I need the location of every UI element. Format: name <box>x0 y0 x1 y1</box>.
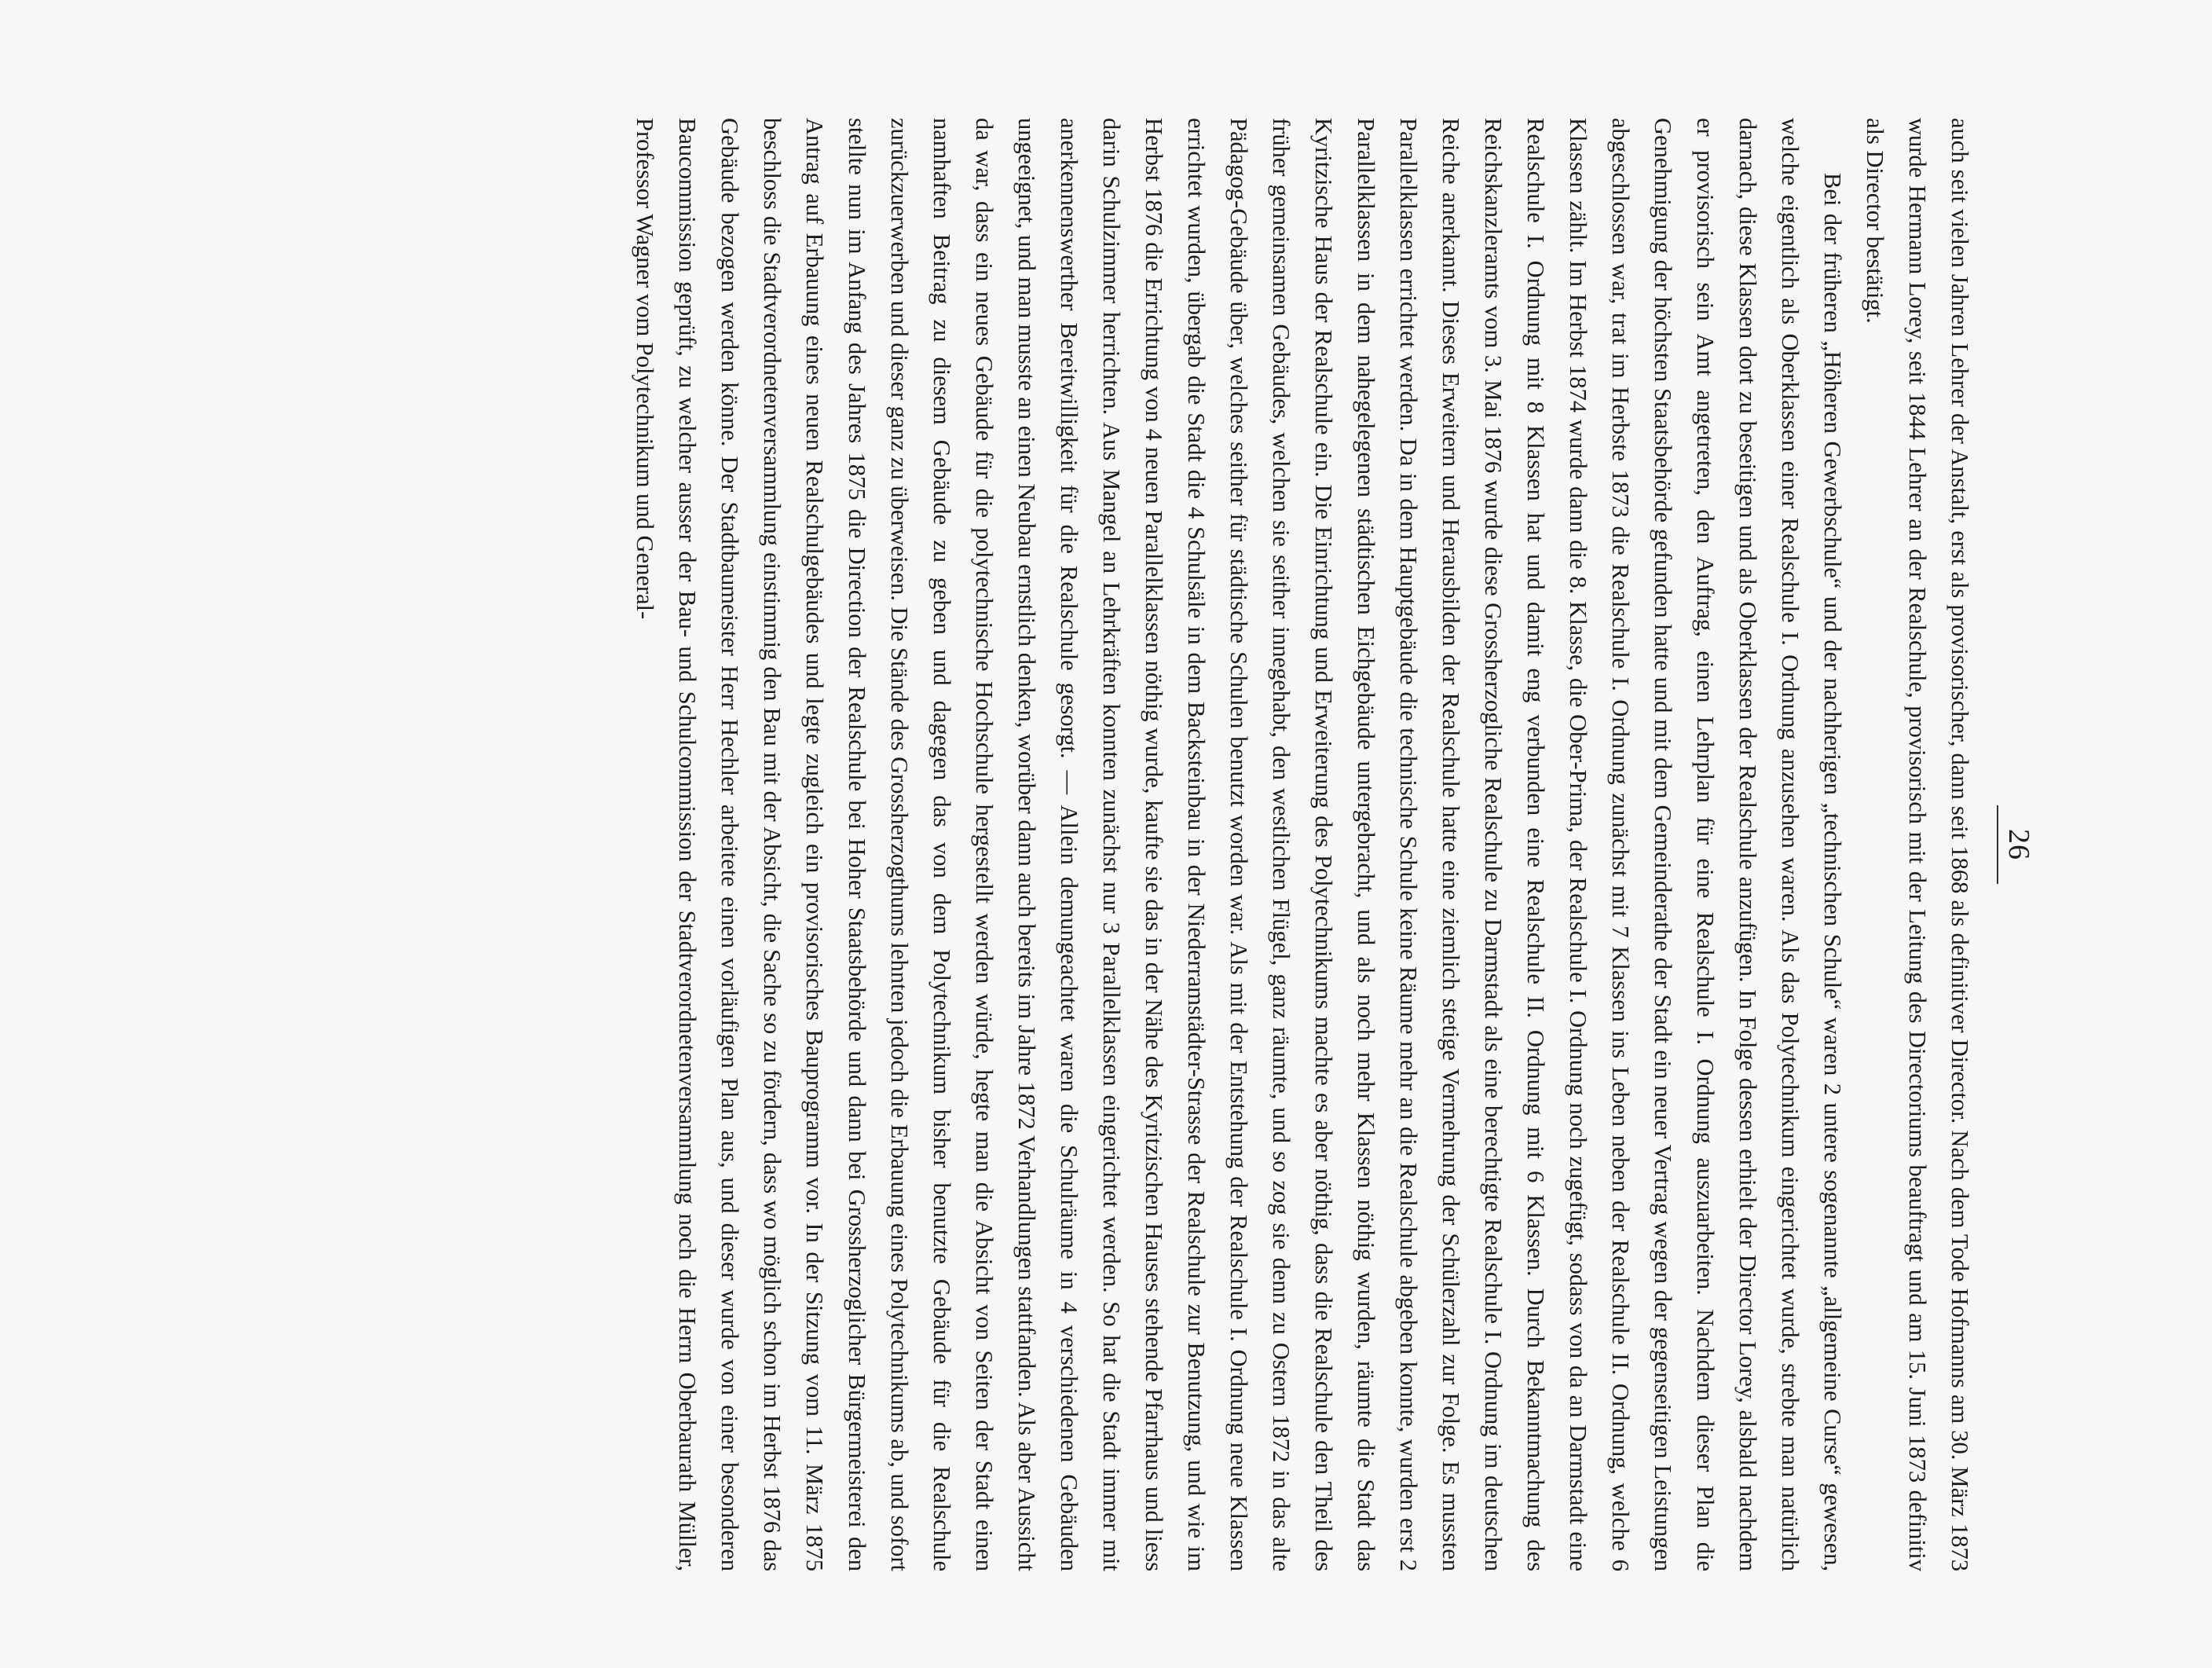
rotated-text-block <box>173 118 2035 1571</box>
body-text <box>222 118 1981 1571</box>
paragraph-1: auch seit vielen Jahren Lehrer der Anstalt, erst als provisorischer, dann seit 1868 als definitiver Director. Nach dem Tode Hofmanns am 30. März 1873 wurde Hermann Lorey, seit 1844 Lehrer an der Realschule, provisorisch mit der Leitung des Directoriums beauftragt und am 15. Juni 1873 definitiv als Director bestätigt. <box>1862 118 1973 1571</box>
page-number: 26 <box>2002 829 2035 860</box>
page-number-rule <box>1997 805 1998 884</box>
paragraph-2: Bei der früheren „Höheren Gewerbschule“ und der nachherigen „technischen Schule“ waren 2 untere sogenannte „allgemeine Curse“ gewesen, welche eigentlich als Oberklassen einer Realschule I. Ordnung anzusehen waren. Als das Polytechnikum eingerichtet wurde, strebte man natürlich darnach, diese Klassen dort zu beseitigen und als Oberklassen der Realschule anzufügen. In Folge dessen erhielt der Director Lorey, alsbald nachdem er provisorisch sein Amt angetreten, den Auftrag, einen Lehrplan für eine Realschule I. Ordnung auszuarbeiten. Nachdem dieser Plan die Genehmigung der höchsten Staatsbehörde gefunden hatte und mit dem Gemeinderathe der Stadt ein neuer Vertrag wegen der gegenseitigen Leistungen abgeschlossen war, trat im Herbste 1873 die Realschule I. Ordnung zunächst mit 7 Klassen ins Leben neben der Realschule II. Ordnung, welche 6 Klassen zählt. Im Herbst 1874 wurde dann die 8. Klasse, die Ober-Prima, der Realschule I. Ordnung noch zugefügt, sodass von da an Darmstadt eine Realschule I. Ordnung mit 8 Klassen hat und damit eng verbunden eine Realschule II. Ordnung mit 6 Klassen. Durch Bekanntmachung des Reichskanzleramts vom 3. Mai 1876 wurde diese Grossherzogliche Realschule zu Darmstadt als eine berechtigte Realschule I. Ordnung im deutschen Reiche anerkannt. Dieses Erweitern und Herausbilden der Realschule hatte eine ziemlich stetige Vermehrung der Schülerzahl zur Folge. Es mussten Parallelklassen errichtet werden. Da in dem Hauptgebäude die technische Schule keine Räume mehr an die Realschule abgeben konnte, wurden erst 2 Parallelklassen in dem nahegelegenen städtischen Eichgebäude untergebracht, und als noch mehr Klassen nöthig wurden, räumte die Stadt das Kyritzische Haus der Realschule ein. Die Einrichtung und Erweiterung des Polytechnikums machte es aber nöthig, dass die Realschule den Theil des früher gemeinsamen Gebäudes, welchen sie seither innegehabt, den westlichen Flügel, ganz räumte, und so zog sie denn zu Ostern 1872 in das alte Pädagog-Gebäude über, welches seither für städtische Schulen benutzt worden war. Als mit der Entstehung der Realschule I. Ordnung neue Klassen errichtet wurden, übergab die Stadt die 4 Schulsäle in dem Backsteinbau in der Niederramstädter-Strasse der Realschule zur Benutzung, und wie im Herbst 1876 die Errichtung von 4 neuen Parallelklassen nöthig wurde, kaufte sie das in der Nähe des Kyritzischen Hauses stehende Pfarrhaus und liess darin Schulzimmer herrichten. Aus Mangel an Lehrkräften konnten zunächst nur 3 Parallelklassen eingerichtet werden. So hat die Stadt immer mit anerkennenswerther Bereitwilligkeit für die Realschule gesorgt. — Allein demungeachtet waren die Schulräume in 4 verschiedenen Gebäuden ungeeignet, und man musste an einen Neubau ernstlich denken, worüber dann auch bereits im Jahre 1872 Verhandlungen stattfanden. Als aber Aussicht da war, dass ein neues Gebäude für die polytechnische Hochschule hergestellt werden würde, hegte man die Absicht von Seiten der Stadt einen namhaften Beitrag zu diesem Gebäude zu geben und dagegen das von dem Polytechnikum bisher benutzte Gebäude für die Realschule zurückzuerwerben und dieser ganz zu überweisen. Die Stände des Grossherzogthums lehnten jedoch die Erbauung eines Polytechnikums ab, und sofort stellte nun im Anfang des Jahres 1875 die Direction der Realschule bei Hoher Staatsbehörde und dann bei Grossherzoglicher Bürgermeisterei den Antrag auf Erbauung eines neuen Realschulgebäudes und legte zugleich ein provisorisches Bauprogramm vor. In der Sitzung vom 11. März 1875 beschloss die Stadtverordnetenversammlung einstimmig den Bau mit der Absicht, die Sache so zu fördern, dass wo möglich schon im Herbst 1876 das Gebäude bezogen werden könne. Der Stadtbaumeister Herr Hechler arbeitete einen vorläufigen Plan aus, und dieser wurde von einer besonderen Baucommission geprüft, zu welcher ausser der Bau- und Schulcommission der Stadtverordnetenversammlung noch die Herrn Oberbaurath Müller, Professor Wagner vom Polytechnikum und General- <box>632 118 1846 1571</box>
